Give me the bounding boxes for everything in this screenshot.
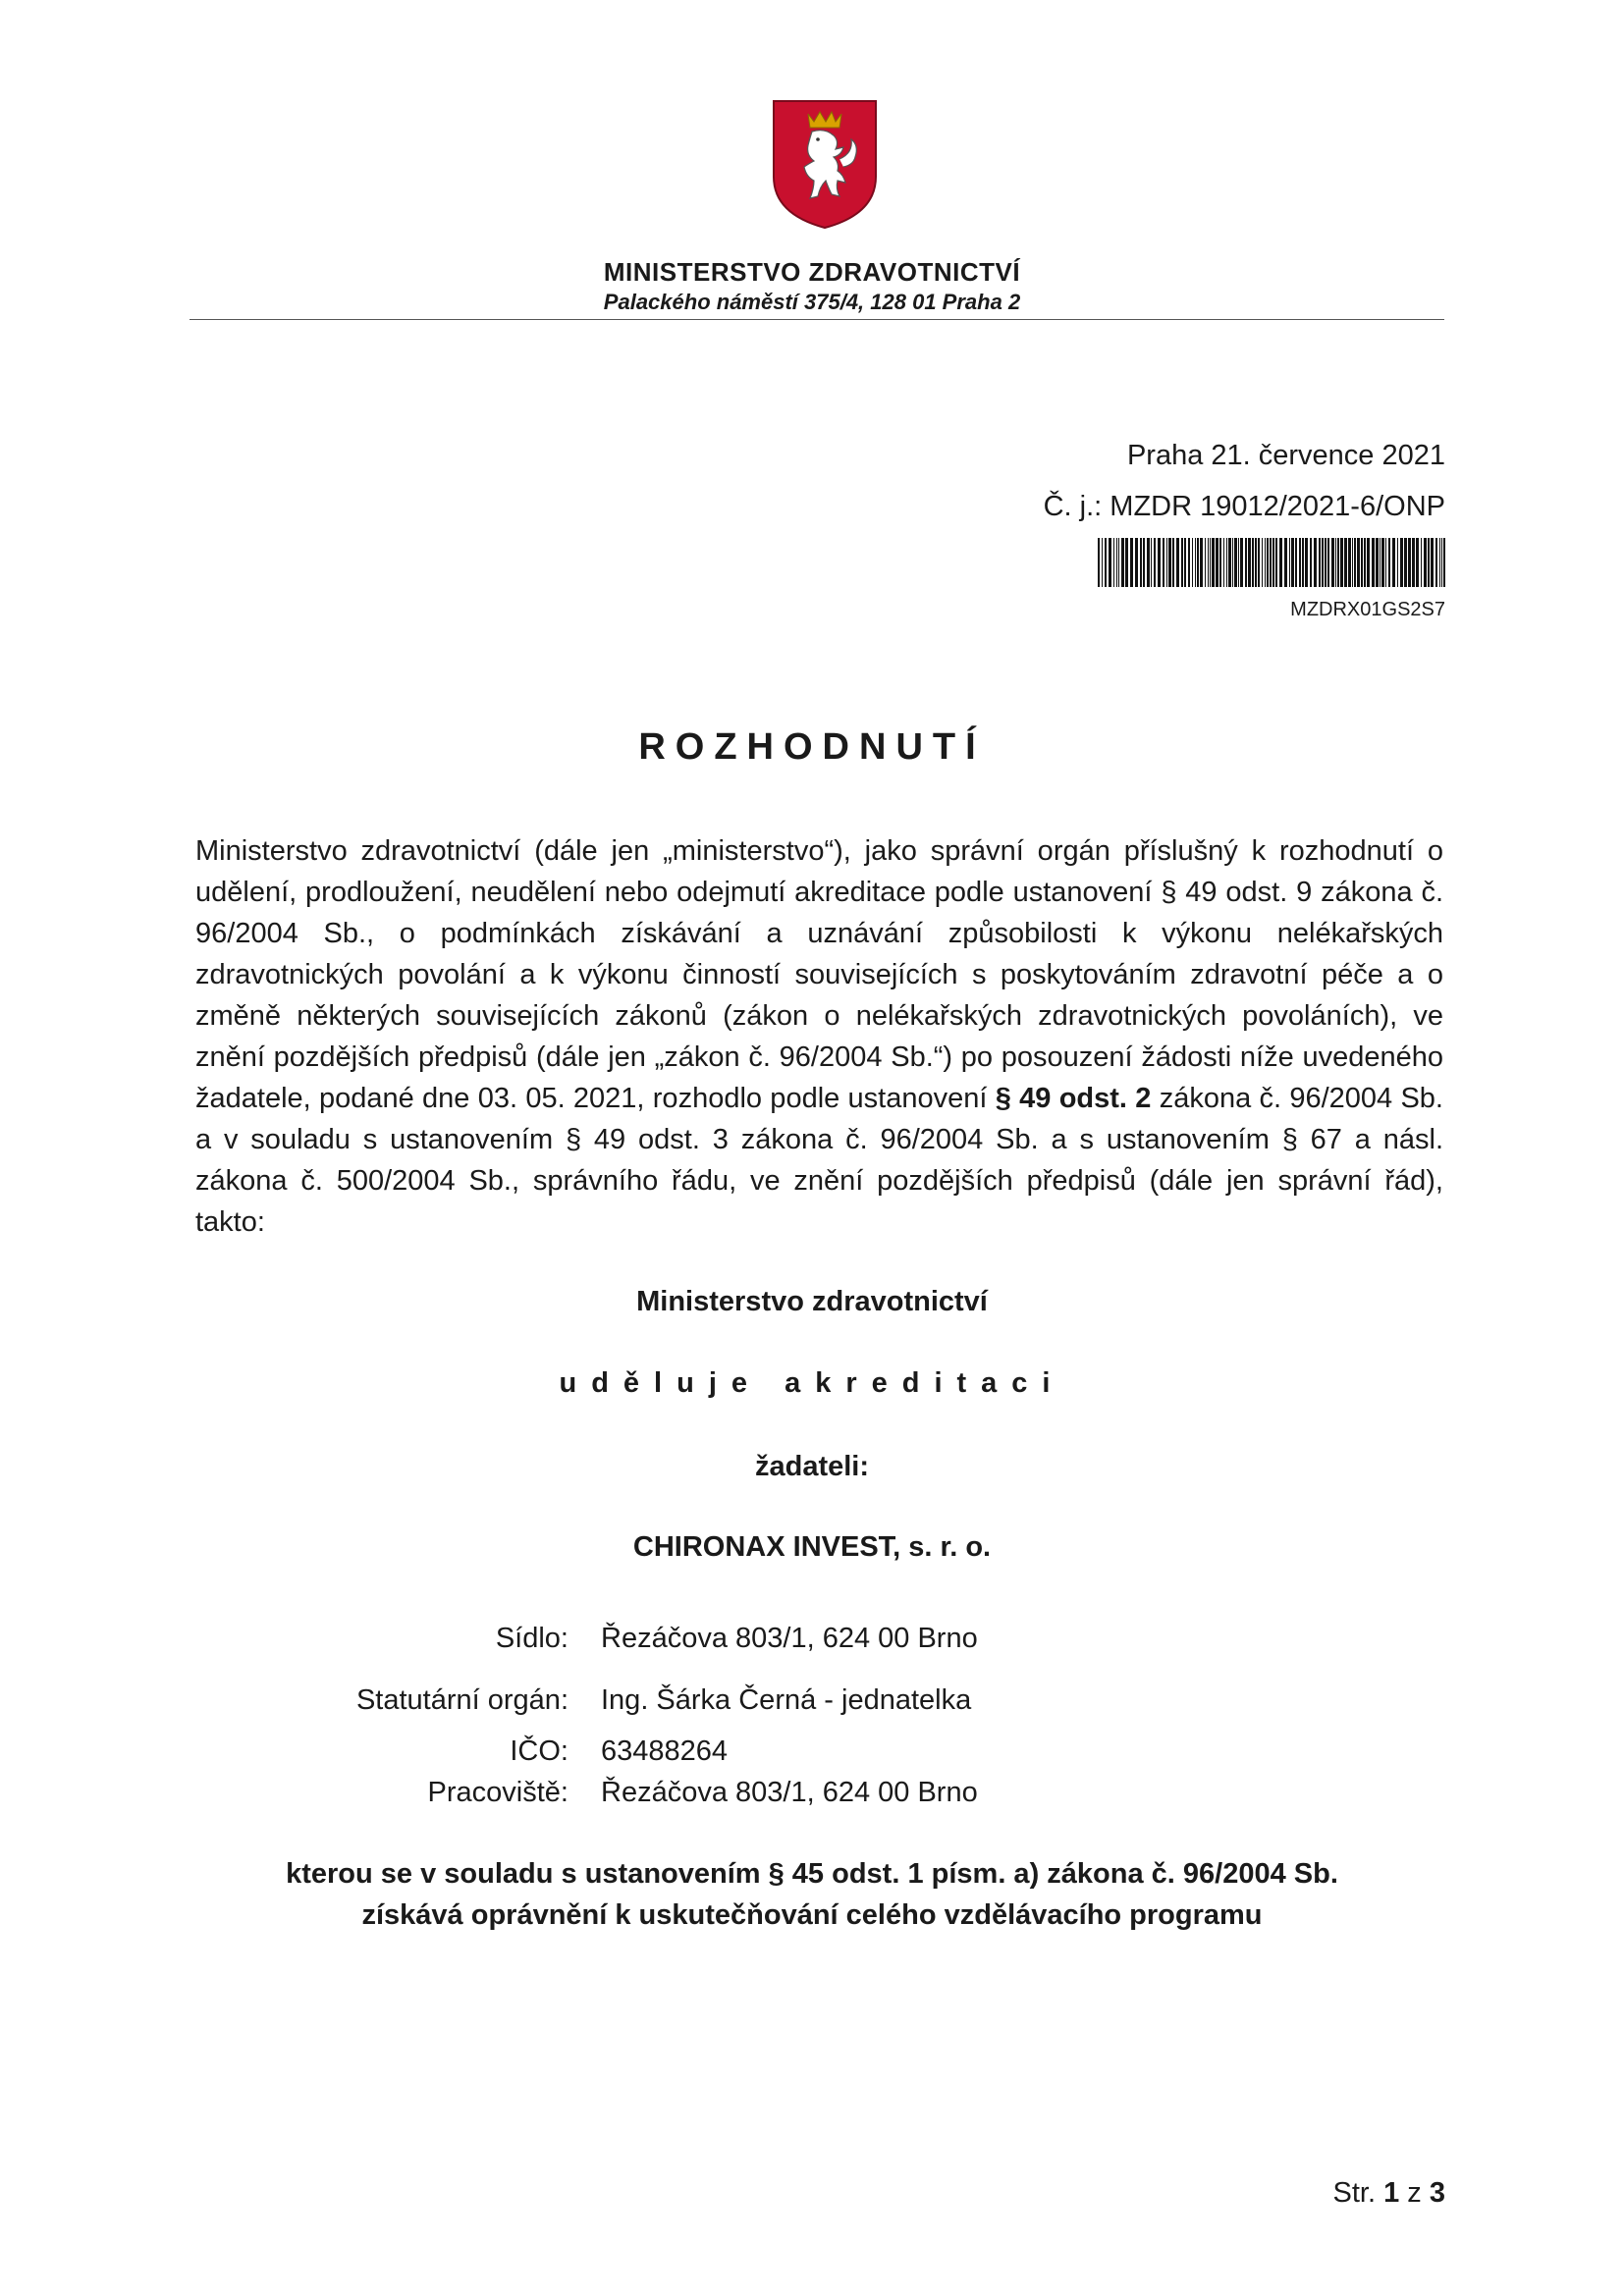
page-prefix: Str. bbox=[1332, 2177, 1377, 2209]
body-bold-section: § 49 odst. 2 bbox=[995, 1083, 1152, 1114]
ico-label: IČO: bbox=[510, 1735, 568, 1767]
state-emblem-icon bbox=[771, 98, 879, 231]
barcode-code: MZDRX01GS2S7 bbox=[1290, 599, 1445, 620]
page-total: 3 bbox=[1429, 2177, 1445, 2209]
document-date: Praha 21. července 2021 bbox=[1126, 440, 1445, 471]
ministry-address: Palackého náměstí 375/4, 128 01 Praha 2 bbox=[603, 290, 1021, 314]
page-sep: z bbox=[1407, 2177, 1422, 2209]
page-current: 1 bbox=[1383, 2177, 1400, 2209]
ico-value: 63488264 bbox=[601, 1735, 729, 1767]
body-part-1: Ministerstvo zdravotnictví (dále jen „ministerstvo“), jako správní orgán příslušný k rozhodnutí o udělení, prodloužení, neudělení nebo odejmutí akreditace podle ustanovení § 49 odst. 9 zákona č. 96/2004 Sb., o podmínkách získávání a uznávání způsobilosti k výkonu nelékařských zdravotnických povolání a k výkonu činností souvisejících s poskytováním zdravotní péče a o změně některých souvisejících zákonů (zákon o nelékařských zdravotnických povoláních), ve znění pozdějších předpisů (dále jen „zákon č. 96/2004 Sb.“) po posouzení žádosti níže uvedeného žadatele, podané dne 03. 05. 2021, rozhodlo podle ustanovení bbox=[195, 835, 1443, 1114]
decision-issuer: Ministerstvo zdravotnictví bbox=[636, 1286, 988, 1317]
reference-number: Č. j.: MZDR 19012/2021-6/ONP bbox=[1043, 491, 1445, 522]
recipient-label: žadateli: bbox=[754, 1451, 870, 1482]
statutory-value: Ing. Šárka Černá - jednatelka bbox=[601, 1684, 972, 1716]
seat-value: Řezáčova 803/1, 624 00 Brno bbox=[601, 1623, 978, 1654]
document-title: ROZHODNUTÍ bbox=[638, 726, 986, 768]
workplace-value: Řezáčova 803/1, 624 00 Brno bbox=[601, 1777, 978, 1808]
company-name: CHIRONAX INVEST, s. r. o. bbox=[632, 1531, 992, 1563]
seat-label: Sídlo: bbox=[495, 1623, 568, 1654]
page-number bbox=[1333, 2177, 1445, 2210]
closing-line-2: získává oprávnění k uskutečňování celého vzdělávacího programu bbox=[361, 1899, 1263, 1931]
workplace-label: Pracoviště: bbox=[427, 1777, 568, 1808]
barcode-icon bbox=[1098, 538, 1445, 587]
closing-line-1: kterou se v souladu s ustanovením § 45 odst. 1 písm. a) zákona č. 96/2004 Sb. bbox=[286, 1858, 1338, 1890]
body-part-2: zákona č. 96/2004 Sb. a v souladu s ustanovením § 49 odst. 3 zákona č. 96/2004 Sb. a s ustanovením § 67 a násl. zákona č. 500/2004 Sb., správního řádu, ve znění pozdějších předpisů (dále jen správní řád), takto: bbox=[195, 1083, 1443, 1238]
ministry-name: MINISTERSTVO ZDRAVOTNICTVÍ bbox=[603, 257, 1021, 287]
header-divider bbox=[189, 319, 1444, 320]
decision-body bbox=[195, 830, 1443, 1243]
statutory-label: Statutární orgán: bbox=[355, 1684, 568, 1716]
decision-action: uděluje akreditaci bbox=[559, 1367, 1065, 1399]
